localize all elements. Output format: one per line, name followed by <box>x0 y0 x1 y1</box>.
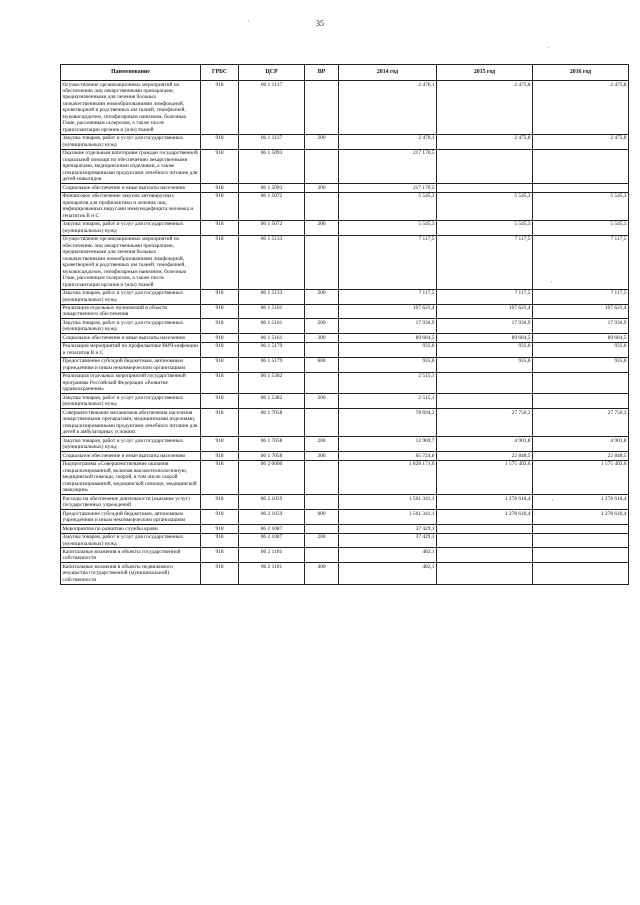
row-csr-cell: 06 1 5161 <box>239 319 305 334</box>
table-row <box>61 289 629 304</box>
row-vr-cell: 200 <box>305 289 339 304</box>
table-row <box>61 192 629 220</box>
row-2016-cell: 89 684,5 <box>533 334 629 342</box>
row-vr-cell <box>305 192 339 220</box>
row-2014-cell: 7 117,5 <box>339 289 437 304</box>
row-2014-cell: 5 545,3 <box>339 192 437 220</box>
row-name-cell: Реализация отдельных мероприятий государственной программы Российской Федерации «Развитие здравоохранения» <box>61 372 201 393</box>
row-grbs-cell: 918 <box>201 525 239 533</box>
row-csr-cell: 06 1 5093 <box>239 184 305 192</box>
row-2016-cell: 5 545,3 <box>533 220 629 235</box>
row-csr-cell: 06 1 7058 <box>239 409 305 437</box>
row-grbs-cell: 918 <box>201 437 239 452</box>
row-grbs-cell: 918 <box>201 533 239 548</box>
row-2015-cell: 935,6 <box>437 342 533 357</box>
row-vr-cell <box>305 525 339 533</box>
row-grbs-cell: 918 <box>201 495 239 510</box>
row-2014-cell: 217 170,5 <box>339 149 437 183</box>
row-csr-cell: 06 1 1137 <box>239 134 305 149</box>
row-2016-cell <box>533 149 629 183</box>
row-csr-cell: 06 2 1087 <box>239 533 305 548</box>
row-vr-cell <box>305 235 339 289</box>
scan-mark: ' <box>548 47 550 53</box>
table-row <box>61 533 629 548</box>
column-header-2015: 2015 год <box>437 65 533 81</box>
row-vr-cell: 600 <box>305 357 339 372</box>
row-csr-cell: 06 2 1101 <box>239 563 305 584</box>
row-2014-cell: 1 561 341,1 <box>339 510 437 525</box>
row-name-cell: Капитальные вложения в объекты государственной собственности <box>61 548 201 563</box>
row-2015-cell <box>437 372 533 393</box>
row-csr-cell: 06 1 5133 <box>239 289 305 304</box>
row-2014-cell: 5 545,3 <box>339 220 437 235</box>
row-2015-cell: 22 848,5 <box>437 452 533 460</box>
table-row <box>61 357 629 372</box>
row-2015-cell <box>437 563 533 584</box>
row-2015-cell: 5 545,3 <box>437 220 533 235</box>
row-2014-cell: 935,6 <box>339 357 437 372</box>
row-grbs-cell: 918 <box>201 409 239 437</box>
row-vr-cell: 200 <box>305 533 339 548</box>
row-csr-cell: 06 1 5161 <box>239 304 305 319</box>
row-2015-cell: 7 117,5 <box>437 289 533 304</box>
table-row <box>61 342 629 357</box>
row-2016-cell <box>533 184 629 192</box>
row-2014-cell: 78 694,3 <box>339 409 437 437</box>
table-row <box>61 460 629 494</box>
row-vr-cell: 200 <box>305 134 339 149</box>
row-2014-cell: 107 621,4 <box>339 304 437 319</box>
row-name-cell: Предоставление субсидий бюджетным, автономным учреждениям и иным некоммерческим организациям <box>61 510 201 525</box>
row-2015-cell: 1 278 618,4 <box>437 495 533 510</box>
row-csr-cell: 06 1 5179 <box>239 357 305 372</box>
table-row <box>61 220 629 235</box>
row-2016-cell <box>533 525 629 533</box>
table-row <box>61 525 629 533</box>
row-2016-cell <box>533 372 629 393</box>
row-grbs-cell: 918 <box>201 134 239 149</box>
row-2016-cell: 17 936,9 <box>533 319 629 334</box>
row-2014-cell: 217 170,5 <box>339 184 437 192</box>
table-row <box>61 409 629 437</box>
row-2015-cell: 7 117,5 <box>437 235 533 289</box>
row-2015-cell <box>437 533 533 548</box>
table-row <box>61 334 629 342</box>
row-name-cell: Мероприятия по развитию службы крови <box>61 525 201 533</box>
row-2015-cell: 2 475,8 <box>437 134 533 149</box>
row-grbs-cell: 918 <box>201 149 239 183</box>
row-2014-cell: 2 476,1 <box>339 134 437 149</box>
row-2016-cell: 5 545,3 <box>533 192 629 220</box>
row-grbs-cell: 918 <box>201 342 239 357</box>
row-2015-cell: 27 750,3 <box>437 409 533 437</box>
table-row <box>61 319 629 334</box>
row-2014-cell: 37 429,1 <box>339 525 437 533</box>
row-2014-cell: 2 515,1 <box>339 394 437 409</box>
row-2015-cell: 4 901,8 <box>437 437 533 452</box>
row-vr-cell <box>305 548 339 563</box>
row-2016-cell: 107 621,4 <box>533 304 629 319</box>
row-grbs-cell: 918 <box>201 289 239 304</box>
row-2015-cell: 107 621,4 <box>437 304 533 319</box>
row-name-cell: Предоставление субсидий бюджетным, автономным учреждениям и иным некоммерческим организациям <box>61 357 201 372</box>
row-vr-cell <box>305 409 339 437</box>
row-name-cell: Оказание отдельным категориям граждан государственной социальной помощи по обеспечению лекарственными препаратами, медицинскими изделиями, а также специализированными продуктами лечебного питания для детей-инвалидов <box>61 149 201 183</box>
column-header-name: Наименование <box>61 65 201 81</box>
row-name-cell: Капитальные вложения в объекты недвижимого имущества государственной (муниципальной) собственности <box>61 563 201 584</box>
row-grbs-cell: 918 <box>201 372 239 393</box>
column-header-grbs: ГРБС <box>201 65 239 81</box>
row-2015-cell <box>437 149 533 183</box>
table-header-row <box>61 65 629 81</box>
table-row <box>61 452 629 460</box>
row-2016-cell: 22 848,5 <box>533 452 629 460</box>
row-name-cell: Совершенствование механизмов обеспечения населения лекарственными препаратами, медицинскими изделиями, специализированными продуктами лечебного питания для детей в амбулаторных условиях <box>61 409 201 437</box>
row-2016-cell <box>533 394 629 409</box>
row-2015-cell: 1 278 618,4 <box>437 510 533 525</box>
row-2014-cell: 12 969,7 <box>339 437 437 452</box>
row-2014-cell: 2 476,1 <box>339 81 437 135</box>
table-row <box>61 563 629 584</box>
row-2014-cell: 1 561 341,1 <box>339 495 437 510</box>
row-csr-cell: 06 1 5093 <box>239 149 305 183</box>
column-header-csr: ЦСР <box>239 65 305 81</box>
row-csr-cell: 06 1 5072 <box>239 192 305 220</box>
row-vr-cell <box>305 460 339 494</box>
row-2016-cell: 7 117,5 <box>533 235 629 289</box>
row-2015-cell <box>437 548 533 563</box>
row-vr-cell: 200 <box>305 394 339 409</box>
row-2015-cell: 2 475,8 <box>437 81 533 135</box>
row-name-cell: Закупка товаров, работ и услуг для государственных (муниципальных) нужд <box>61 319 201 334</box>
row-name-cell: Социальное обеспечение и иные выплаты населению <box>61 184 201 192</box>
page-number: 35 <box>316 19 324 28</box>
row-2015-cell <box>437 184 533 192</box>
row-csr-cell: 06 2 1101 <box>239 548 305 563</box>
row-2016-cell: 1 278 618,4 <box>533 510 629 525</box>
row-2014-cell: 89 684,5 <box>339 334 437 342</box>
row-2014-cell: 482,1 <box>339 548 437 563</box>
row-name-cell: Закупка товаров, работ и услуг для государственных (муниципальных) нужд <box>61 220 201 235</box>
row-grbs-cell: 918 <box>201 192 239 220</box>
row-vr-cell: 600 <box>305 510 339 525</box>
row-2014-cell: 37 429,1 <box>339 533 437 548</box>
row-vr-cell <box>305 81 339 135</box>
row-vr-cell: 300 <box>305 452 339 460</box>
row-2016-cell: 27 750,3 <box>533 409 629 437</box>
table-row <box>61 437 629 452</box>
scan-mark: ' <box>552 499 554 505</box>
table-row <box>61 394 629 409</box>
table-row <box>61 510 629 525</box>
row-grbs-cell: 918 <box>201 319 239 334</box>
row-vr-cell <box>305 495 339 510</box>
table-row <box>61 81 629 135</box>
row-2015-cell: 935,6 <box>437 357 533 372</box>
table-row <box>61 149 629 183</box>
row-2014-cell: 482,1 <box>339 563 437 584</box>
row-2016-cell: 2 475,8 <box>533 134 629 149</box>
row-2016-cell: 935,6 <box>533 342 629 357</box>
row-vr-cell <box>305 342 339 357</box>
row-name-cell: Расходы на обеспечение деятельности (оказание услуг) государственных учреждений <box>61 495 201 510</box>
table-row <box>61 548 629 563</box>
row-2016-cell <box>533 563 629 584</box>
column-header-vr: ВР <box>305 65 339 81</box>
row-csr-cell: 06 2 1059 <box>239 495 305 510</box>
budget-table <box>60 64 629 585</box>
row-csr-cell: 06 2 1059 <box>239 510 305 525</box>
row-name-cell: Реализация мероприятий по профилактике ВИЧ-инфекции и гепатитов В и С <box>61 342 201 357</box>
row-2016-cell: 7 117,5 <box>533 289 629 304</box>
row-2016-cell <box>533 548 629 563</box>
table-row <box>61 304 629 319</box>
row-2016-cell: 1 575 492,6 <box>533 460 629 494</box>
row-name-cell: Закупка товаров, работ и услуг для государственных (муниципальных) нужд <box>61 437 201 452</box>
row-name-cell: Реализация отдельных полномочий в области лекарственного обеспечения <box>61 304 201 319</box>
row-name-cell: Подпрограмма «Совершенствование оказания специализированной, включая высокотехнологичную, медицинской помощи, скорой, в том числе скорой специализированной, медицинской помощи, медицинской эвакуации» <box>61 460 201 494</box>
row-vr-cell: 300 <box>305 184 339 192</box>
row-name-cell: Закупка товаров, работ и услуг для государственных (муниципальных) нужд <box>61 289 201 304</box>
row-grbs-cell: 918 <box>201 563 239 584</box>
row-grbs-cell: 918 <box>201 304 239 319</box>
row-name-cell: Закупка товаров, работ и услуг для государственных (муниципальных) нужд <box>61 533 201 548</box>
row-2015-cell: 5 545,3 <box>437 192 533 220</box>
row-name-cell: Закупка товаров, работ и услуг для государственных (муниципальных) нужд <box>61 394 201 409</box>
row-name-cell: Осуществление организационных мероприятий по обеспечению лиц лекарственными препаратами, предназначенными для лечения больных злокачественными новообразованиями лимфоидной, кроветворной и родственных им тканей, гемофилией, муковисцидозом, гипофизарным нанизмом, болезнью Гоше, рассеянным склерозом, а также после трансплантации органов и (или) тканей <box>61 235 201 289</box>
row-csr-cell: 06 1 5179 <box>239 342 305 357</box>
row-grbs-cell: 918 <box>201 220 239 235</box>
row-2016-cell: 4 901,8 <box>533 437 629 452</box>
row-grbs-cell: 918 <box>201 357 239 372</box>
table-row <box>61 372 629 393</box>
row-2015-cell <box>437 525 533 533</box>
table-row <box>61 134 629 149</box>
row-grbs-cell: 918 <box>201 235 239 289</box>
row-2016-cell: 1 278 618,4 <box>533 495 629 510</box>
table-row <box>61 495 629 510</box>
row-2016-cell: 2 475,8 <box>533 81 629 135</box>
scan-mark: ' <box>551 281 553 287</box>
row-csr-cell: 06 1 7058 <box>239 452 305 460</box>
row-vr-cell <box>305 149 339 183</box>
row-2015-cell: 17 936,9 <box>437 319 533 334</box>
row-csr-cell: 06 2 0000 <box>239 460 305 494</box>
row-csr-cell: 06 1 1137 <box>239 81 305 135</box>
row-vr-cell: 200 <box>305 437 339 452</box>
row-csr-cell: 06 1 5382 <box>239 394 305 409</box>
row-name-cell: Социальное обеспечение и иные выплаты населению <box>61 452 201 460</box>
row-vr-cell <box>305 304 339 319</box>
column-header-2014: 2014 год <box>339 65 437 81</box>
row-grbs-cell: 918 <box>201 184 239 192</box>
row-2015-cell: 89 684,5 <box>437 334 533 342</box>
row-2014-cell: 1 828 171,6 <box>339 460 437 494</box>
row-2014-cell: 2 515,1 <box>339 372 437 393</box>
column-header-2016: 2016 год <box>533 65 629 81</box>
row-csr-cell: 06 2 1087 <box>239 525 305 533</box>
row-grbs-cell: 918 <box>201 81 239 135</box>
row-grbs-cell: 918 <box>201 460 239 494</box>
row-csr-cell: 06 1 7058 <box>239 437 305 452</box>
row-csr-cell: 06 1 5161 <box>239 334 305 342</box>
row-csr-cell: 06 1 5072 <box>239 220 305 235</box>
table-row <box>61 235 629 289</box>
scan-mark: ' <box>248 20 250 26</box>
row-vr-cell: 200 <box>305 220 339 235</box>
row-2014-cell: 65 724,6 <box>339 452 437 460</box>
row-name-cell: Финансовое обеспечение закупок антивирусных препаратов для профилактики и лечения лиц, инфицированных вирусами иммунодефицита человека и гепатитов В и С <box>61 192 201 220</box>
row-grbs-cell: 918 <box>201 334 239 342</box>
row-vr-cell <box>305 372 339 393</box>
row-grbs-cell: 918 <box>201 548 239 563</box>
row-2016-cell <box>533 533 629 548</box>
row-2014-cell: 17 936,9 <box>339 319 437 334</box>
row-name-cell: Социальное обеспечение и иные выплаты населению <box>61 334 201 342</box>
row-2014-cell: 935,6 <box>339 342 437 357</box>
row-vr-cell: 300 <box>305 334 339 342</box>
row-csr-cell: 06 1 5382 <box>239 372 305 393</box>
row-vr-cell: 200 <box>305 319 339 334</box>
table-row <box>61 184 629 192</box>
row-name-cell: Осуществление организационных мероприятий по обеспечению лиц лекарственными препаратами, предназначенными для лечения больных злокачественными новообразованиями лимфоидной, кроветворной и родственных им тканей, гемофилией, муковисцидозом, гипофизарным нанизмом, болезнью Гоше, рассеянным склерозом, а также после трансплантации органов и (или) тканей <box>61 81 201 135</box>
row-csr-cell: 06 1 5133 <box>239 235 305 289</box>
row-vr-cell: 400 <box>305 563 339 584</box>
row-name-cell: Закупка товаров, работ и услуг для государственных (муниципальных) нужд <box>61 134 201 149</box>
row-2014-cell: 7 117,5 <box>339 235 437 289</box>
row-2015-cell: 1 575 492,6 <box>437 460 533 494</box>
row-grbs-cell: 918 <box>201 510 239 525</box>
row-grbs-cell: 918 <box>201 452 239 460</box>
row-grbs-cell: 918 <box>201 394 239 409</box>
row-2015-cell <box>437 394 533 409</box>
row-2016-cell: 935,6 <box>533 357 629 372</box>
